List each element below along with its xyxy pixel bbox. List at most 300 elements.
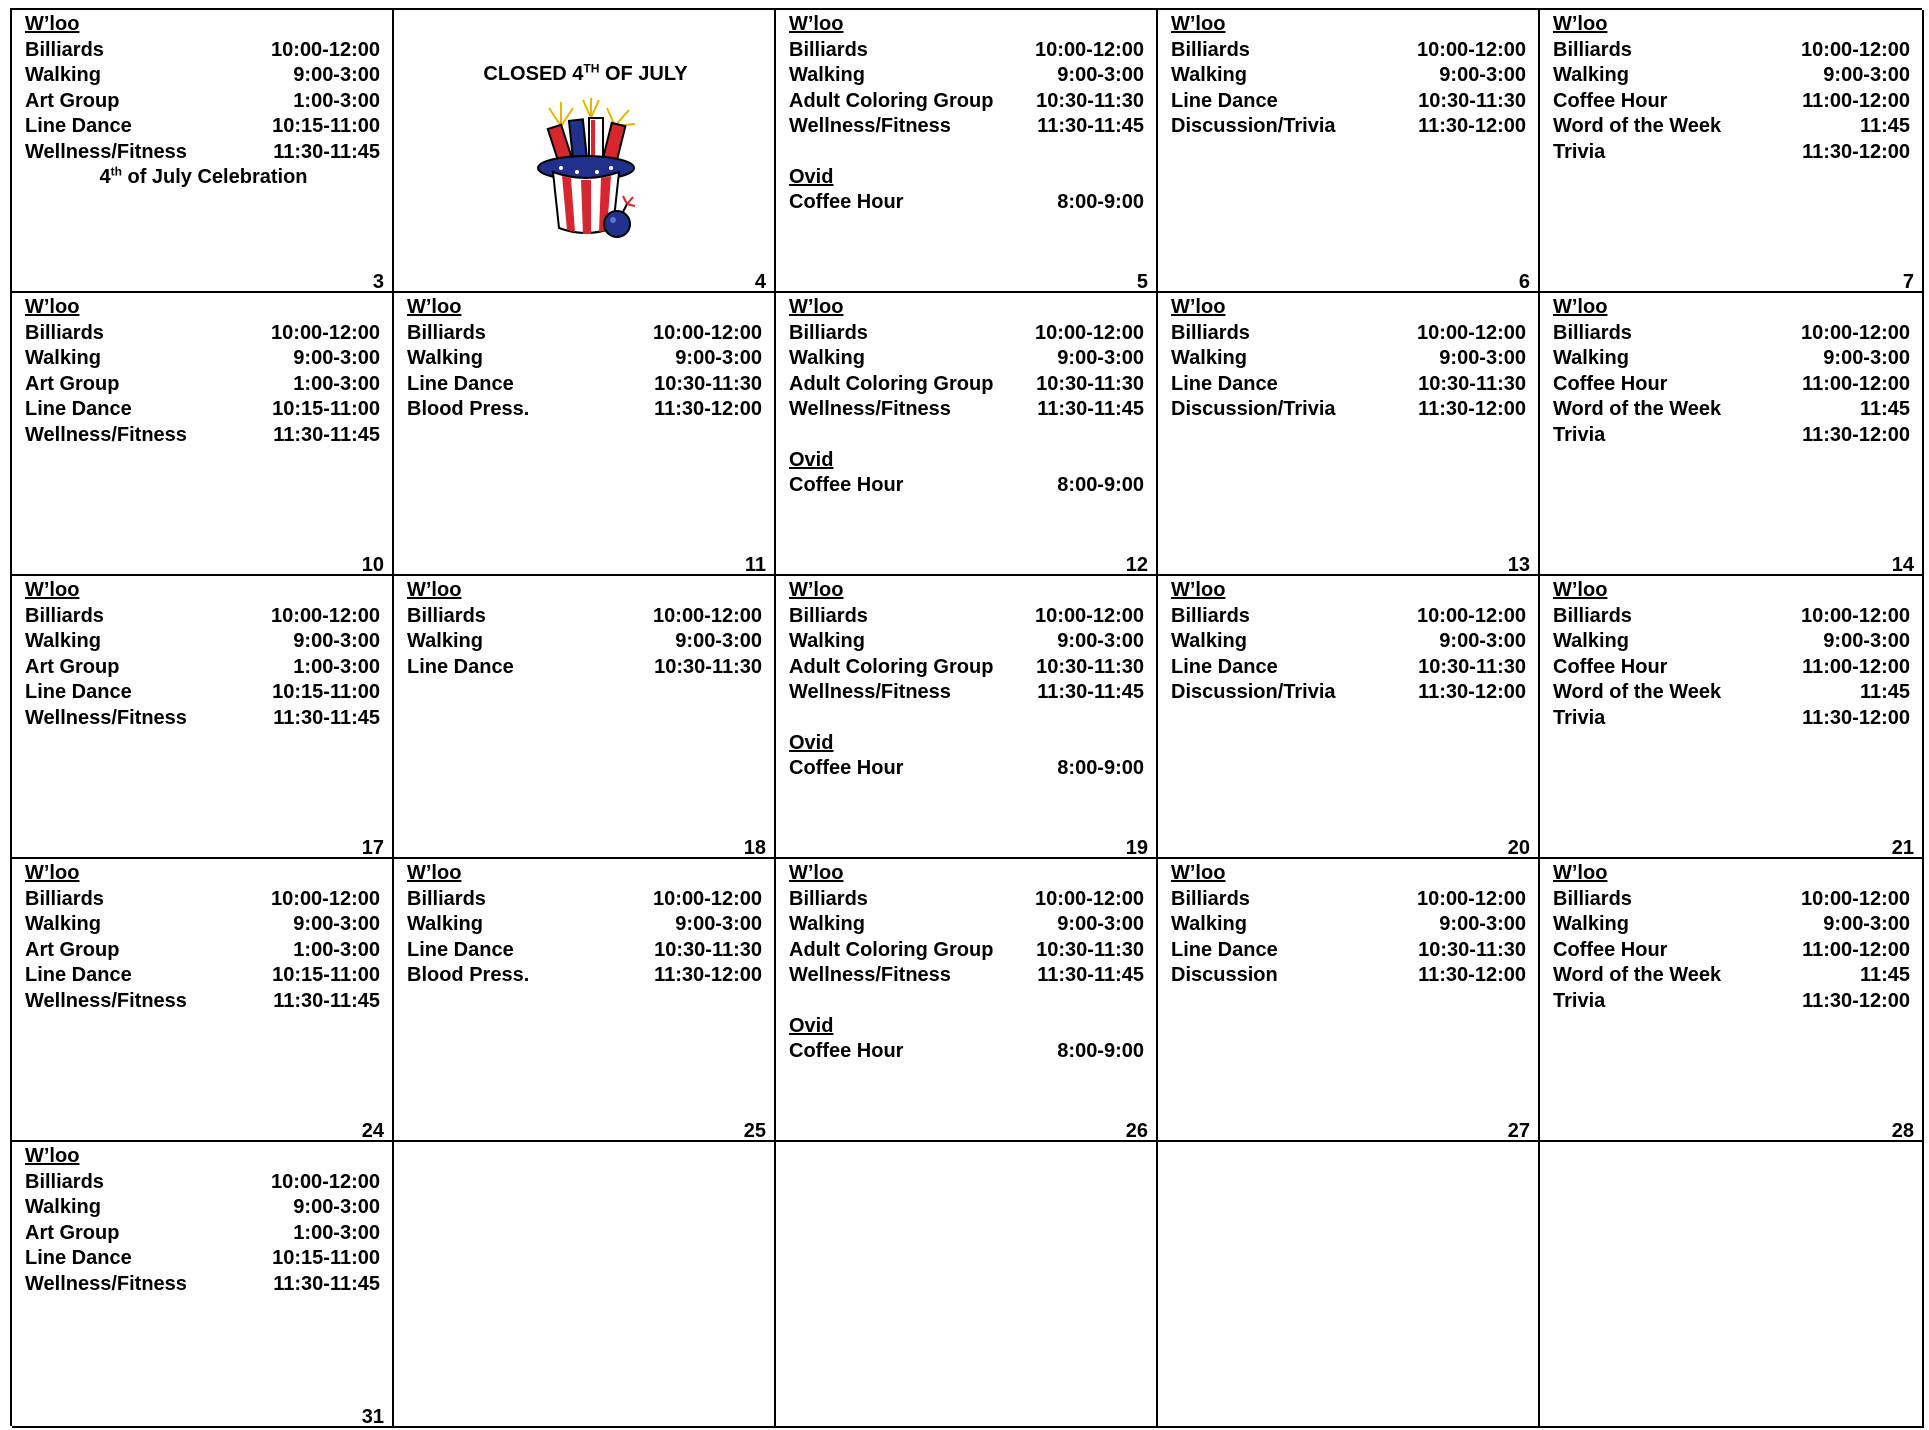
activity-name: Walking bbox=[1553, 346, 1629, 372]
activity-row bbox=[25, 423, 382, 449]
activity-row bbox=[1553, 912, 1912, 938]
activity-name: Billiards bbox=[1171, 321, 1250, 347]
day-cell bbox=[1540, 859, 1924, 1142]
activity-name: Billiards bbox=[25, 887, 104, 913]
activity-name: Billiards bbox=[789, 887, 868, 913]
spacer bbox=[789, 989, 1146, 1014]
activity-name: Billiards bbox=[25, 604, 104, 630]
activity-time: 11:00-12:00 bbox=[1802, 89, 1912, 115]
day-number: 11 bbox=[745, 553, 766, 579]
activity-time: 10:30-11:30 bbox=[1418, 372, 1528, 398]
activity-time: 10:30-11:30 bbox=[1036, 372, 1146, 398]
activity-row bbox=[1171, 372, 1528, 398]
activity-row bbox=[1553, 604, 1912, 630]
activity-name: Billiards bbox=[1171, 604, 1250, 630]
activity-name: Walking bbox=[1171, 346, 1247, 372]
location-heading: W’loo bbox=[789, 12, 1146, 38]
closed-notice bbox=[407, 62, 764, 88]
day-cell bbox=[1540, 10, 1924, 293]
activity-name: Adult Coloring Group bbox=[789, 938, 993, 964]
activity-row bbox=[1553, 655, 1912, 681]
activity-time: 9:00-3:00 bbox=[1057, 629, 1146, 655]
day-number: 20 bbox=[1508, 836, 1530, 862]
activity-row bbox=[25, 1221, 382, 1247]
activity-name: Walking bbox=[25, 1195, 101, 1221]
activity-row bbox=[407, 397, 764, 423]
activity-time: 9:00-3:00 bbox=[293, 63, 382, 89]
day-cell bbox=[1158, 576, 1540, 859]
activity-time: 11:00-12:00 bbox=[1802, 655, 1912, 681]
activity-name: Wellness/Fitness bbox=[789, 963, 951, 989]
activity-name: Walking bbox=[407, 629, 483, 655]
day-cell bbox=[394, 10, 776, 293]
activity-time: 11:30-11:45 bbox=[1037, 397, 1146, 423]
activity-time: 9:00-3:00 bbox=[675, 912, 764, 938]
activity-time: 10:30-11:30 bbox=[1036, 938, 1146, 964]
activity-row bbox=[1553, 397, 1912, 423]
day-cell bbox=[12, 576, 394, 859]
activity-name: Coffee Hour bbox=[789, 1039, 903, 1065]
activity-time: 10:15-11:00 bbox=[272, 1246, 382, 1272]
day-cell bbox=[776, 576, 1158, 859]
activity-time: 10:15-11:00 bbox=[272, 680, 382, 706]
activity-time: 10:00-12:00 bbox=[271, 321, 382, 347]
activity-name: Walking bbox=[25, 346, 101, 372]
activity-row bbox=[789, 89, 1146, 115]
activity-time: 9:00-3:00 bbox=[675, 346, 764, 372]
activity-time: 11:00-12:00 bbox=[1802, 372, 1912, 398]
activity-row bbox=[1553, 140, 1912, 166]
spacer bbox=[789, 140, 1146, 165]
activity-time: 11:30-11:45 bbox=[1037, 680, 1146, 706]
activity-name: Line Dance bbox=[25, 397, 132, 423]
activity-time: 10:30-11:30 bbox=[1418, 938, 1528, 964]
activity-row bbox=[1171, 912, 1528, 938]
activity-time: 11:30-12:00 bbox=[1418, 680, 1528, 706]
activity-time: 10:00-12:00 bbox=[271, 887, 382, 913]
activity-row bbox=[1553, 963, 1912, 989]
activity-row bbox=[1171, 963, 1528, 989]
activity-time: 8:00-9:00 bbox=[1057, 756, 1146, 782]
activity-time: 11:30-12:00 bbox=[654, 397, 764, 423]
activity-row bbox=[407, 604, 764, 630]
activity-name: Line Dance bbox=[25, 680, 132, 706]
activity-row bbox=[789, 63, 1146, 89]
day-cell bbox=[776, 1142, 1158, 1428]
activity-name: Adult Coloring Group bbox=[789, 655, 993, 681]
activity-row bbox=[789, 372, 1146, 398]
activity-name: Walking bbox=[789, 912, 865, 938]
day-number: 13 bbox=[1508, 553, 1530, 579]
activity-name: Line Dance bbox=[25, 114, 132, 140]
activity-time: 10:00-12:00 bbox=[271, 604, 382, 630]
activity-time: 11:45 bbox=[1860, 680, 1912, 706]
activity-row bbox=[407, 912, 764, 938]
location-heading: W’loo bbox=[789, 861, 1146, 887]
activity-time: 9:00-3:00 bbox=[1439, 912, 1528, 938]
activity-time: 1:00-3:00 bbox=[293, 1221, 382, 1247]
activity-name: Walking bbox=[789, 346, 865, 372]
location-heading: W’loo bbox=[1171, 12, 1528, 38]
day-number: 17 bbox=[362, 836, 384, 862]
activity-row bbox=[25, 1195, 382, 1221]
activity-row bbox=[25, 938, 382, 964]
day-cell bbox=[394, 576, 776, 859]
activity-row bbox=[25, 680, 382, 706]
activity-row bbox=[1171, 63, 1528, 89]
activity-name: Billiards bbox=[1553, 604, 1632, 630]
activity-time: 11:30-12:00 bbox=[1802, 989, 1912, 1015]
activity-name: Walking bbox=[25, 629, 101, 655]
activity-time: 11:30-12:00 bbox=[1802, 140, 1912, 166]
activity-name: Trivia bbox=[1553, 423, 1605, 449]
activity-row bbox=[789, 938, 1146, 964]
activity-time: 11:30-12:00 bbox=[1418, 963, 1528, 989]
activity-time: 9:00-3:00 bbox=[1057, 63, 1146, 89]
day-cell bbox=[394, 1142, 776, 1428]
celebration-sup: th bbox=[111, 164, 122, 178]
location-heading: W’loo bbox=[789, 295, 1146, 321]
activity-time: 11:45 bbox=[1860, 963, 1912, 989]
celebration-note bbox=[25, 165, 382, 191]
activity-row bbox=[1553, 38, 1912, 64]
activity-time: 10:00-12:00 bbox=[653, 604, 764, 630]
activity-row bbox=[789, 604, 1146, 630]
activity-row bbox=[789, 887, 1146, 913]
activity-name: Walking bbox=[1171, 912, 1247, 938]
activity-name: Word of the Week bbox=[1553, 680, 1721, 706]
activity-row bbox=[789, 190, 1146, 216]
activity-time: 10:00-12:00 bbox=[1801, 887, 1912, 913]
activity-name: Art Group bbox=[25, 655, 119, 681]
day-number: 5 bbox=[1137, 270, 1148, 296]
activity-time: 8:00-9:00 bbox=[1057, 190, 1146, 216]
activity-name: Coffee Hour bbox=[789, 756, 903, 782]
activity-row bbox=[25, 397, 382, 423]
activity-row bbox=[789, 655, 1146, 681]
activity-row bbox=[25, 989, 382, 1015]
activity-name: Trivia bbox=[1553, 140, 1605, 166]
activity-row bbox=[789, 963, 1146, 989]
activity-row bbox=[1171, 655, 1528, 681]
activity-time: 11:30-11:45 bbox=[273, 1272, 382, 1298]
day-cell bbox=[776, 293, 1158, 576]
activity-name: Line Dance bbox=[1171, 655, 1278, 681]
location-heading: W’loo bbox=[1553, 295, 1912, 321]
location-heading: W’loo bbox=[1553, 578, 1912, 604]
activity-time: 11:30-11:45 bbox=[273, 706, 382, 732]
day-cell bbox=[776, 10, 1158, 293]
activity-time: 10:30-11:30 bbox=[1036, 89, 1146, 115]
activity-name: Adult Coloring Group bbox=[789, 372, 993, 398]
day-cell bbox=[12, 1142, 394, 1428]
activity-name: Coffee Hour bbox=[1553, 372, 1667, 398]
activity-name: Line Dance bbox=[1171, 372, 1278, 398]
celebration-num: 4 bbox=[99, 166, 110, 188]
activity-row bbox=[25, 629, 382, 655]
activity-time: 9:00-3:00 bbox=[1439, 346, 1528, 372]
activity-time: 9:00-3:00 bbox=[1823, 63, 1912, 89]
activity-row bbox=[407, 938, 764, 964]
activity-row bbox=[1553, 321, 1912, 347]
activity-time: 10:30-11:30 bbox=[654, 655, 764, 681]
day-cell bbox=[1158, 10, 1540, 293]
day-number: 3 bbox=[373, 270, 384, 296]
activity-row bbox=[25, 114, 382, 140]
activity-row bbox=[1553, 63, 1912, 89]
day-cell bbox=[12, 859, 394, 1142]
activity-name: Wellness/Fitness bbox=[25, 1272, 187, 1298]
activity-name: Coffee Hour bbox=[789, 473, 903, 499]
day-cell bbox=[12, 293, 394, 576]
day-cell bbox=[394, 293, 776, 576]
activity-name: Billiards bbox=[789, 38, 868, 64]
location-heading-ovid: Ovid bbox=[789, 165, 1146, 191]
activity-time: 10:00-12:00 bbox=[1801, 321, 1912, 347]
activity-row bbox=[25, 321, 382, 347]
activity-time: 11:30-12:00 bbox=[1802, 706, 1912, 732]
activity-row bbox=[25, 912, 382, 938]
location-heading: W’loo bbox=[1553, 861, 1912, 887]
activity-name: Walking bbox=[1553, 63, 1629, 89]
activity-row bbox=[25, 372, 382, 398]
activity-time: 9:00-3:00 bbox=[293, 629, 382, 655]
activity-row bbox=[407, 346, 764, 372]
activity-time: 9:00-3:00 bbox=[1439, 629, 1528, 655]
activity-time: 10:30-11:30 bbox=[654, 938, 764, 964]
location-heading: W’loo bbox=[25, 1144, 382, 1170]
activity-time: 11:30-12:00 bbox=[1418, 397, 1528, 423]
activity-name: Walking bbox=[789, 63, 865, 89]
activity-row bbox=[789, 629, 1146, 655]
location-heading: W’loo bbox=[407, 578, 764, 604]
activity-row bbox=[25, 604, 382, 630]
activity-name: Line Dance bbox=[407, 938, 514, 964]
activity-row bbox=[25, 1272, 382, 1298]
activity-row bbox=[25, 1170, 382, 1196]
activity-name: Wellness/Fitness bbox=[25, 140, 187, 166]
location-heading: W’loo bbox=[789, 578, 1146, 604]
activity-name: Walking bbox=[25, 63, 101, 89]
activity-row bbox=[1171, 397, 1528, 423]
activity-time: 11:30-11:45 bbox=[273, 140, 382, 166]
activity-name: Discussion/Trivia bbox=[1171, 397, 1336, 423]
activity-name: Line Dance bbox=[25, 1246, 132, 1272]
activity-name: Line Dance bbox=[407, 655, 514, 681]
activity-time: 11:30-12:00 bbox=[654, 963, 764, 989]
day-number: 27 bbox=[1508, 1119, 1530, 1145]
location-heading: W’loo bbox=[1171, 578, 1528, 604]
location-heading: W’loo bbox=[1171, 295, 1528, 321]
activity-time: 1:00-3:00 bbox=[293, 372, 382, 398]
activity-name: Discussion bbox=[1171, 963, 1278, 989]
activity-row bbox=[407, 372, 764, 398]
activity-name: Word of the Week bbox=[1553, 397, 1721, 423]
activity-row bbox=[407, 655, 764, 681]
activity-row bbox=[1171, 38, 1528, 64]
activity-time: 1:00-3:00 bbox=[293, 938, 382, 964]
activity-row bbox=[25, 655, 382, 681]
activity-row bbox=[1553, 989, 1912, 1015]
location-heading-ovid: Ovid bbox=[789, 731, 1146, 757]
activity-row bbox=[1553, 372, 1912, 398]
activity-row bbox=[1553, 629, 1912, 655]
activity-time: 11:30-11:45 bbox=[273, 989, 382, 1015]
activity-time: 11:30-11:45 bbox=[273, 423, 382, 449]
activity-time: 10:00-12:00 bbox=[1035, 321, 1146, 347]
calendar-grid bbox=[10, 8, 1922, 1426]
activity-time: 9:00-3:00 bbox=[293, 912, 382, 938]
activity-row bbox=[407, 629, 764, 655]
activity-name: Billiards bbox=[1553, 887, 1632, 913]
activity-row bbox=[1553, 680, 1912, 706]
activity-name: Wellness/Fitness bbox=[25, 423, 187, 449]
activity-time: 10:15-11:00 bbox=[272, 963, 382, 989]
day-cell bbox=[1540, 576, 1924, 859]
activity-name: Walking bbox=[1171, 63, 1247, 89]
activity-row bbox=[1553, 423, 1912, 449]
activity-time: 11:00-12:00 bbox=[1802, 938, 1912, 964]
activity-row bbox=[407, 887, 764, 913]
activity-row bbox=[1171, 680, 1528, 706]
activity-name: Billiards bbox=[1171, 38, 1250, 64]
activity-name: Wellness/Fitness bbox=[789, 680, 951, 706]
activity-name: Blood Press. bbox=[407, 963, 529, 989]
activity-row bbox=[1553, 706, 1912, 732]
activity-row bbox=[789, 38, 1146, 64]
activity-row bbox=[25, 38, 382, 64]
activity-row bbox=[789, 473, 1146, 499]
day-cell bbox=[1540, 293, 1924, 576]
closed-sup: TH bbox=[583, 61, 599, 75]
day-number: 19 bbox=[1126, 836, 1148, 862]
activity-name: Billiards bbox=[789, 604, 868, 630]
day-number: 26 bbox=[1126, 1119, 1148, 1145]
activity-time: 10:00-12:00 bbox=[1801, 38, 1912, 64]
activity-name: Billiards bbox=[1553, 38, 1632, 64]
activity-name: Line Dance bbox=[1171, 89, 1278, 115]
activity-time: 9:00-3:00 bbox=[1823, 346, 1912, 372]
day-number: 21 bbox=[1892, 836, 1914, 862]
activity-name: Coffee Hour bbox=[1553, 655, 1667, 681]
activity-name: Blood Press. bbox=[407, 397, 529, 423]
location-heading: W’loo bbox=[407, 861, 764, 887]
activity-time: 10:30-11:30 bbox=[1418, 89, 1528, 115]
activity-time: 9:00-3:00 bbox=[1439, 63, 1528, 89]
activity-name: Billiards bbox=[25, 321, 104, 347]
activity-time: 10:00-12:00 bbox=[1035, 604, 1146, 630]
activity-name: Walking bbox=[789, 629, 865, 655]
day-number: 28 bbox=[1892, 1119, 1914, 1145]
activity-row bbox=[1553, 346, 1912, 372]
activity-name: Wellness/Fitness bbox=[25, 706, 187, 732]
activity-time: 11:45 bbox=[1860, 397, 1912, 423]
activity-row bbox=[789, 114, 1146, 140]
activity-name: Billiards bbox=[407, 321, 486, 347]
activity-time: 10:00-12:00 bbox=[1417, 604, 1528, 630]
activity-time: 11:30-12:00 bbox=[1802, 423, 1912, 449]
activity-row bbox=[407, 321, 764, 347]
activity-time: 10:30-11:30 bbox=[654, 372, 764, 398]
activity-time: 8:00-9:00 bbox=[1057, 473, 1146, 499]
activity-row bbox=[789, 397, 1146, 423]
activity-name: Adult Coloring Group bbox=[789, 89, 993, 115]
activity-time: 10:30-11:30 bbox=[1036, 655, 1146, 681]
day-number: 31 bbox=[362, 1405, 384, 1430]
day-cell bbox=[1158, 859, 1540, 1142]
day-number: 6 bbox=[1519, 270, 1530, 296]
activity-name: Billiards bbox=[1553, 321, 1632, 347]
activity-name: Billiards bbox=[25, 1170, 104, 1196]
activity-name: Walking bbox=[407, 912, 483, 938]
activity-name: Line Dance bbox=[25, 963, 132, 989]
activity-name: Line Dance bbox=[407, 372, 514, 398]
spacer bbox=[789, 706, 1146, 731]
location-heading-ovid: Ovid bbox=[789, 448, 1146, 474]
activity-name: Trivia bbox=[1553, 706, 1605, 732]
location-heading: W’loo bbox=[25, 578, 382, 604]
activity-time: 10:00-12:00 bbox=[271, 1170, 382, 1196]
activity-row bbox=[789, 680, 1146, 706]
activity-name: Discussion/Trivia bbox=[1171, 114, 1336, 140]
activity-row bbox=[1553, 114, 1912, 140]
activity-time: 10:00-12:00 bbox=[1417, 38, 1528, 64]
activity-name: Billiards bbox=[407, 887, 486, 913]
activity-name: Art Group bbox=[25, 372, 119, 398]
activity-row bbox=[1171, 89, 1528, 115]
activity-name: Wellness/Fitness bbox=[25, 989, 187, 1015]
celebration-text: of July Celebration bbox=[122, 166, 308, 188]
location-heading: W’loo bbox=[25, 861, 382, 887]
day-cell bbox=[1158, 293, 1540, 576]
activity-row bbox=[25, 1246, 382, 1272]
firework-top-hat-icon bbox=[407, 96, 764, 241]
activity-time: 1:00-3:00 bbox=[293, 655, 382, 681]
day-number: 12 bbox=[1126, 553, 1148, 579]
location-heading: W’loo bbox=[1553, 12, 1912, 38]
activity-time: 9:00-3:00 bbox=[1823, 912, 1912, 938]
location-heading: W’loo bbox=[1171, 861, 1528, 887]
activity-row bbox=[789, 1039, 1146, 1065]
activity-time: 10:15-11:00 bbox=[272, 397, 382, 423]
activity-name: Coffee Hour bbox=[1553, 938, 1667, 964]
activity-row bbox=[25, 963, 382, 989]
day-cell bbox=[12, 10, 394, 293]
activity-name: Walking bbox=[1553, 629, 1629, 655]
activity-time: 8:00-9:00 bbox=[1057, 1039, 1146, 1065]
closed-text: CLOSED 4 bbox=[483, 63, 583, 85]
activity-row bbox=[25, 887, 382, 913]
activity-row bbox=[25, 346, 382, 372]
activity-name: Coffee Hour bbox=[789, 190, 903, 216]
activity-name: Word of the Week bbox=[1553, 963, 1721, 989]
activity-row bbox=[1171, 346, 1528, 372]
location-heading-ovid: Ovid bbox=[789, 1014, 1146, 1040]
activity-time: 10:15-11:00 bbox=[272, 114, 382, 140]
activity-time: 10:00-12:00 bbox=[1035, 38, 1146, 64]
activity-name: Billiards bbox=[25, 38, 104, 64]
activity-name: Wellness/Fitness bbox=[789, 114, 951, 140]
activity-name: Wellness/Fitness bbox=[789, 397, 951, 423]
day-number: 24 bbox=[362, 1119, 384, 1145]
activity-time: 11:30-12:00 bbox=[1418, 114, 1528, 140]
activity-time: 10:00-12:00 bbox=[1801, 604, 1912, 630]
activity-name: Walking bbox=[1171, 629, 1247, 655]
activity-row bbox=[25, 706, 382, 732]
activity-row bbox=[789, 346, 1146, 372]
activity-row bbox=[789, 756, 1146, 782]
location-heading: W’loo bbox=[407, 295, 764, 321]
